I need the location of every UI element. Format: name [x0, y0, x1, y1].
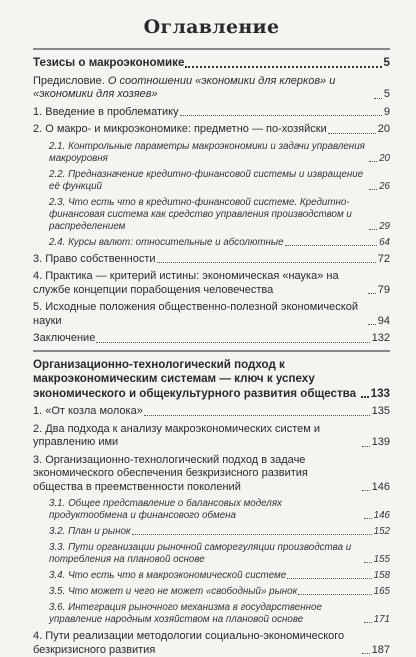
leader-dots: [361, 395, 369, 398]
leader-dots: [364, 517, 372, 519]
toc-page-number: 133: [370, 387, 390, 402]
leader-dots: [364, 561, 372, 563]
toc-entry[interactable]: [33, 123, 390, 137]
leader-dots: [180, 114, 382, 116]
toc-subentry[interactable]: [33, 197, 390, 233]
toc-part-heading[interactable]: [33, 56, 390, 71]
toc-subentry[interactable]: [33, 586, 390, 598]
toc-heading-text: Организационно-технологический подход к макроэкономическим системам — ключ к успеху экономического и общекультурного развития общества: [33, 358, 360, 402]
toc-entry[interactable]: [33, 270, 390, 297]
toc-entry-text: 2.4. Курсы валют: относительные и абсолютные: [49, 237, 284, 249]
leader-dots: [362, 445, 370, 447]
toc-subentry[interactable]: [33, 169, 390, 193]
toc-page-number: 135: [371, 405, 390, 419]
toc-entry-label: Предисловие.: [33, 75, 108, 87]
toc-page-number: 152: [373, 526, 390, 538]
toc-page-number: 146: [371, 481, 390, 495]
leader-dots: [362, 489, 370, 491]
toc-page-number: 72: [377, 253, 390, 267]
leader-dots: [285, 244, 378, 246]
leader-dots: [374, 97, 382, 99]
toc-entry-subtitle: О соотношении «экономики для клерков» и «экономики для хозяев»: [33, 75, 335, 101]
toc-entry-text: 2.2. Предназначение кредитно-финансовой системы и извращение её функций: [49, 169, 368, 193]
toc-subentry[interactable]: [33, 570, 390, 582]
toc-page-number: 20: [378, 153, 390, 165]
toc-entry-list: [33, 75, 390, 346]
leader-dots: [368, 292, 376, 294]
toc-page-number: 64: [378, 237, 390, 249]
toc-entry[interactable]: [33, 253, 390, 267]
toc-page-number: 158: [373, 570, 390, 582]
section-divider: [33, 48, 390, 50]
toc-subentry[interactable]: [33, 237, 390, 249]
section-divider: [33, 350, 390, 352]
leader-dots: [369, 160, 377, 162]
toc-part-2: [33, 358, 390, 657]
toc-entry[interactable]: [33, 630, 390, 657]
toc-entry-text: 2. Два подхода к анализу макроэкономических систем и управлению ими: [33, 423, 361, 450]
toc-heading-text: Тезисы о макроэкономике: [33, 56, 184, 71]
toc-entry-text: 2. О макро- и микроэкономике: предметно — по-хозяйски: [33, 123, 327, 137]
toc-page-number: 94: [377, 315, 390, 329]
toc-subentry[interactable]: [33, 542, 390, 566]
toc-entry[interactable]: [33, 332, 390, 346]
toc-entry-text: 3.2. План и рынок: [49, 526, 131, 538]
leader-dots: [144, 414, 370, 416]
toc-page-number: 155: [373, 554, 390, 566]
leader-dots: [287, 577, 371, 579]
toc-entry[interactable]: [33, 106, 390, 120]
toc-entry[interactable]: [33, 301, 390, 328]
toc-entry-text: 1. «От козла молока»: [33, 405, 143, 419]
toc-page-number: 165: [373, 586, 390, 598]
toc-page-number: 139: [371, 436, 390, 450]
toc-entry-text: 2.1. Контрольные параметры макроэкономики и задачи управления макроуровня: [49, 141, 368, 165]
leader-dots: [362, 652, 370, 654]
toc-page-number: 29: [378, 221, 390, 233]
toc-entry-text: 4. Практика — критерий истины: экономическая «наука» на службе концепции порабощения человечества: [33, 270, 367, 297]
toc-entry-text: 5. Исходные положения общественно-полезной экономической науки: [33, 301, 367, 328]
toc-page-number: 9: [383, 106, 390, 120]
leader-dots: [328, 132, 376, 134]
toc-subentry[interactable]: [33, 141, 390, 165]
leader-dots: [157, 261, 376, 263]
toc-page-number: 5: [383, 56, 390, 71]
toc-entry[interactable]: [33, 423, 390, 450]
leader-dots: [132, 533, 372, 535]
toc-entry-text: 3. Право собственности: [33, 253, 156, 267]
toc-entry-text: 3.4. Что есть что в макроэкономической системе: [49, 570, 286, 582]
leader-dots: [364, 621, 372, 623]
toc-entry-text: Заключение: [33, 332, 95, 346]
leader-dots: [369, 188, 377, 190]
toc-subentry[interactable]: [33, 602, 390, 626]
toc-entry-list: [33, 405, 390, 657]
leader-dots: [96, 341, 369, 343]
toc-entry-text: 3.1. Общее представление о балансовых моделях продуктообмена и финансового обмена: [49, 498, 363, 522]
toc-page-number: 146: [373, 510, 390, 522]
toc-entry-text: 3.5. Что может и чего не может «свободный» рынок: [49, 586, 297, 598]
toc-entry-text: 1. Введение в проблематику: [33, 106, 179, 120]
toc-entry-text: 3. Организационно-технологический подход в задаче экономического обеспечения безкризисного развития общества в преемственности поколений: [33, 454, 361, 495]
toc-part-1: [33, 56, 390, 346]
toc-entry[interactable]: [33, 75, 390, 102]
toc-page-number: 171: [373, 614, 390, 626]
toc-page-number: 132: [371, 332, 390, 346]
toc-entry-text: 2.3. Что есть что в кредитно-финансовой системе. Кредитно-финансовая система как средство управления производством и распределением: [49, 197, 368, 233]
toc-entry[interactable]: [33, 405, 390, 419]
toc-part-heading[interactable]: [33, 358, 390, 402]
toc-page-number: 79: [377, 284, 390, 298]
toc-entry-text: 4. Пути реализации методологии социально-экономического безкризисного развития: [33, 630, 361, 657]
toc-page-number: 26: [378, 181, 390, 193]
leader-dots: [368, 323, 376, 325]
leader-dots: [185, 65, 381, 68]
page-title: Оглавление: [33, 16, 390, 38]
toc-entry-text: 3.6. Интеграция рыночного механизма в государственное управление народным хозяйством на плановой основе: [49, 602, 363, 626]
toc-subentry[interactable]: [33, 526, 390, 538]
toc-entry-text: 3.3. Пути организации рыночной саморегуляции производства и потребления на плановой основе: [49, 542, 363, 566]
leader-dots: [298, 593, 371, 595]
toc-entry-text: [33, 75, 373, 102]
toc-page-number: 5: [383, 88, 390, 102]
toc-subentry[interactable]: [33, 498, 390, 522]
leader-dots: [369, 228, 377, 230]
toc-page-number: 20: [377, 123, 390, 137]
toc-page-number: 187: [371, 644, 390, 657]
toc-entry[interactable]: [33, 454, 390, 495]
